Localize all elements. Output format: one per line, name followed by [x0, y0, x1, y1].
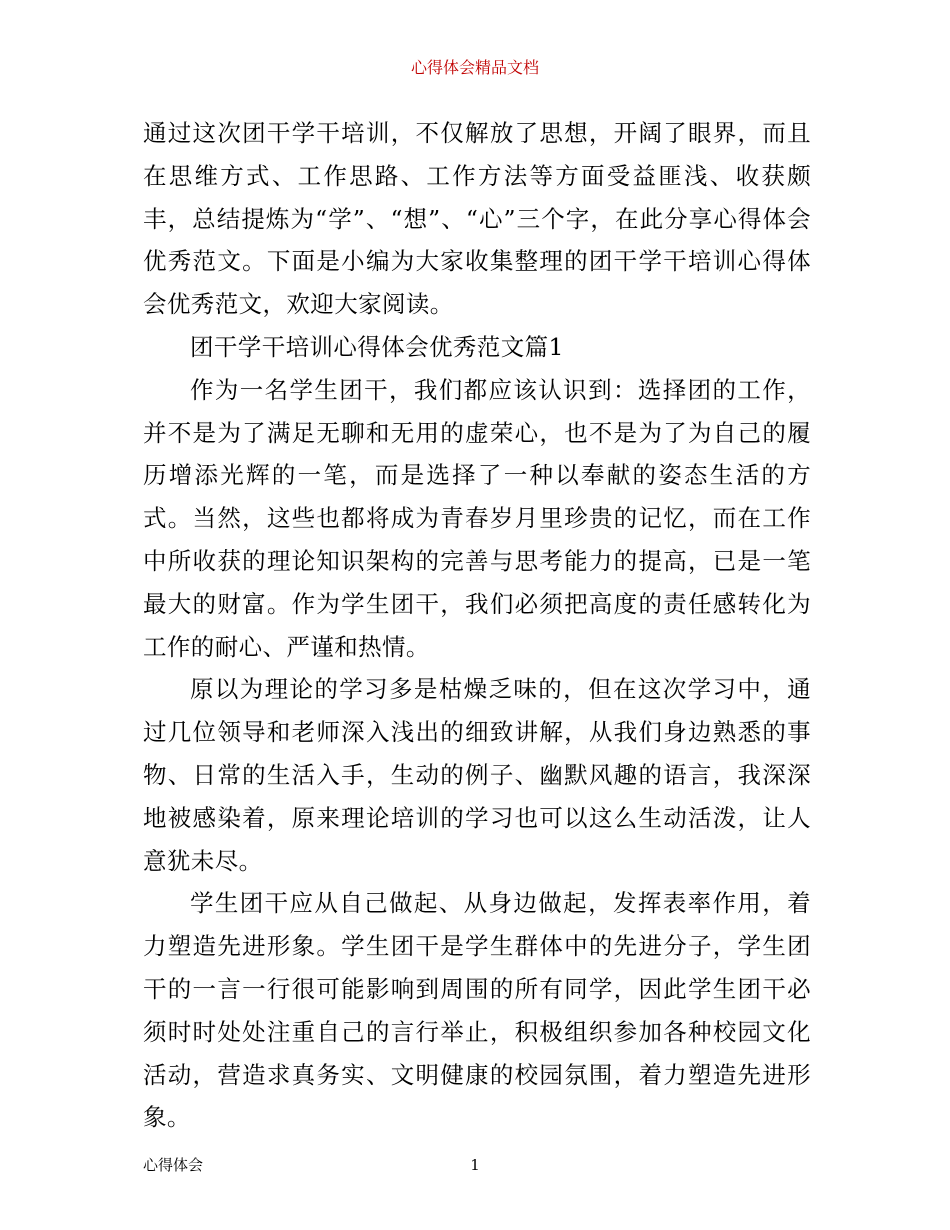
- page-number: 1: [470, 1156, 480, 1174]
- section-heading: 团干学干培训心得体会优秀范文篇1: [190, 332, 564, 361]
- page-footer: [0, 1153, 950, 1177]
- body-paragraph-3: 学生团干应从自己做起、从身边做起，发挥表率作用，着力塑造先进形象。学生团干是学生群体中的先进分子，学生团干的一言一行很可能影响到周围的所有同学，因此学生团干必须时时处处注重自己的言行举止，积极组织参加各种校园文化活动，营造求真务实、文明健康的校园氛围，着力塑造先进形象。: [143, 889, 811, 1132]
- intro-paragraph: 通过这次团干学干培训，不仅解放了思想，开阔了眼界，而且在思维方式、工作思路、工作方法等方面受益匪浅、收获颇丰，总结提炼为“学”、“想”、“心”三个字，在此分享心得体会优秀范文。下面是小编为大家收集整理的团干学干培训心得体会优秀范文，欢迎大家阅读。: [143, 119, 811, 319]
- document-body: [143, 112, 811, 1139]
- page-header-title: 心得体会精品文档: [410, 58, 539, 77]
- body-paragraph-2: 原以为理论的学习多是枯燥乏味的，但在这次学习中，通过几位领导和老师深入浅出的细致讲解，从我们身边熟悉的事物、日常的生活入手，生动的例子、幽默风趣的语言，我深深地被感染着，原来理论培训的学习也可以这么生动活泼，让人意犹未尽。: [143, 675, 811, 875]
- body-paragraph-1: 作为一名学生团干，我们都应该认识到：选择团的工作，并不是为了满足无聊和无用的虚荣心，也不是为了为自己的履历增添光辉的一笔，而是选择了一种以奉献的姿态生活的方式。当然，这些也都将成为青春岁月里珍贵的记忆，而在工作中所收获的理论知识架构的完善与思考能力的提高，已是一笔最大的财富。作为学生团干，我们必须把高度的责任感转化为工作的耐心、严谨和热情。: [143, 375, 811, 661]
- footer-label: 心得体会: [143, 1156, 204, 1174]
